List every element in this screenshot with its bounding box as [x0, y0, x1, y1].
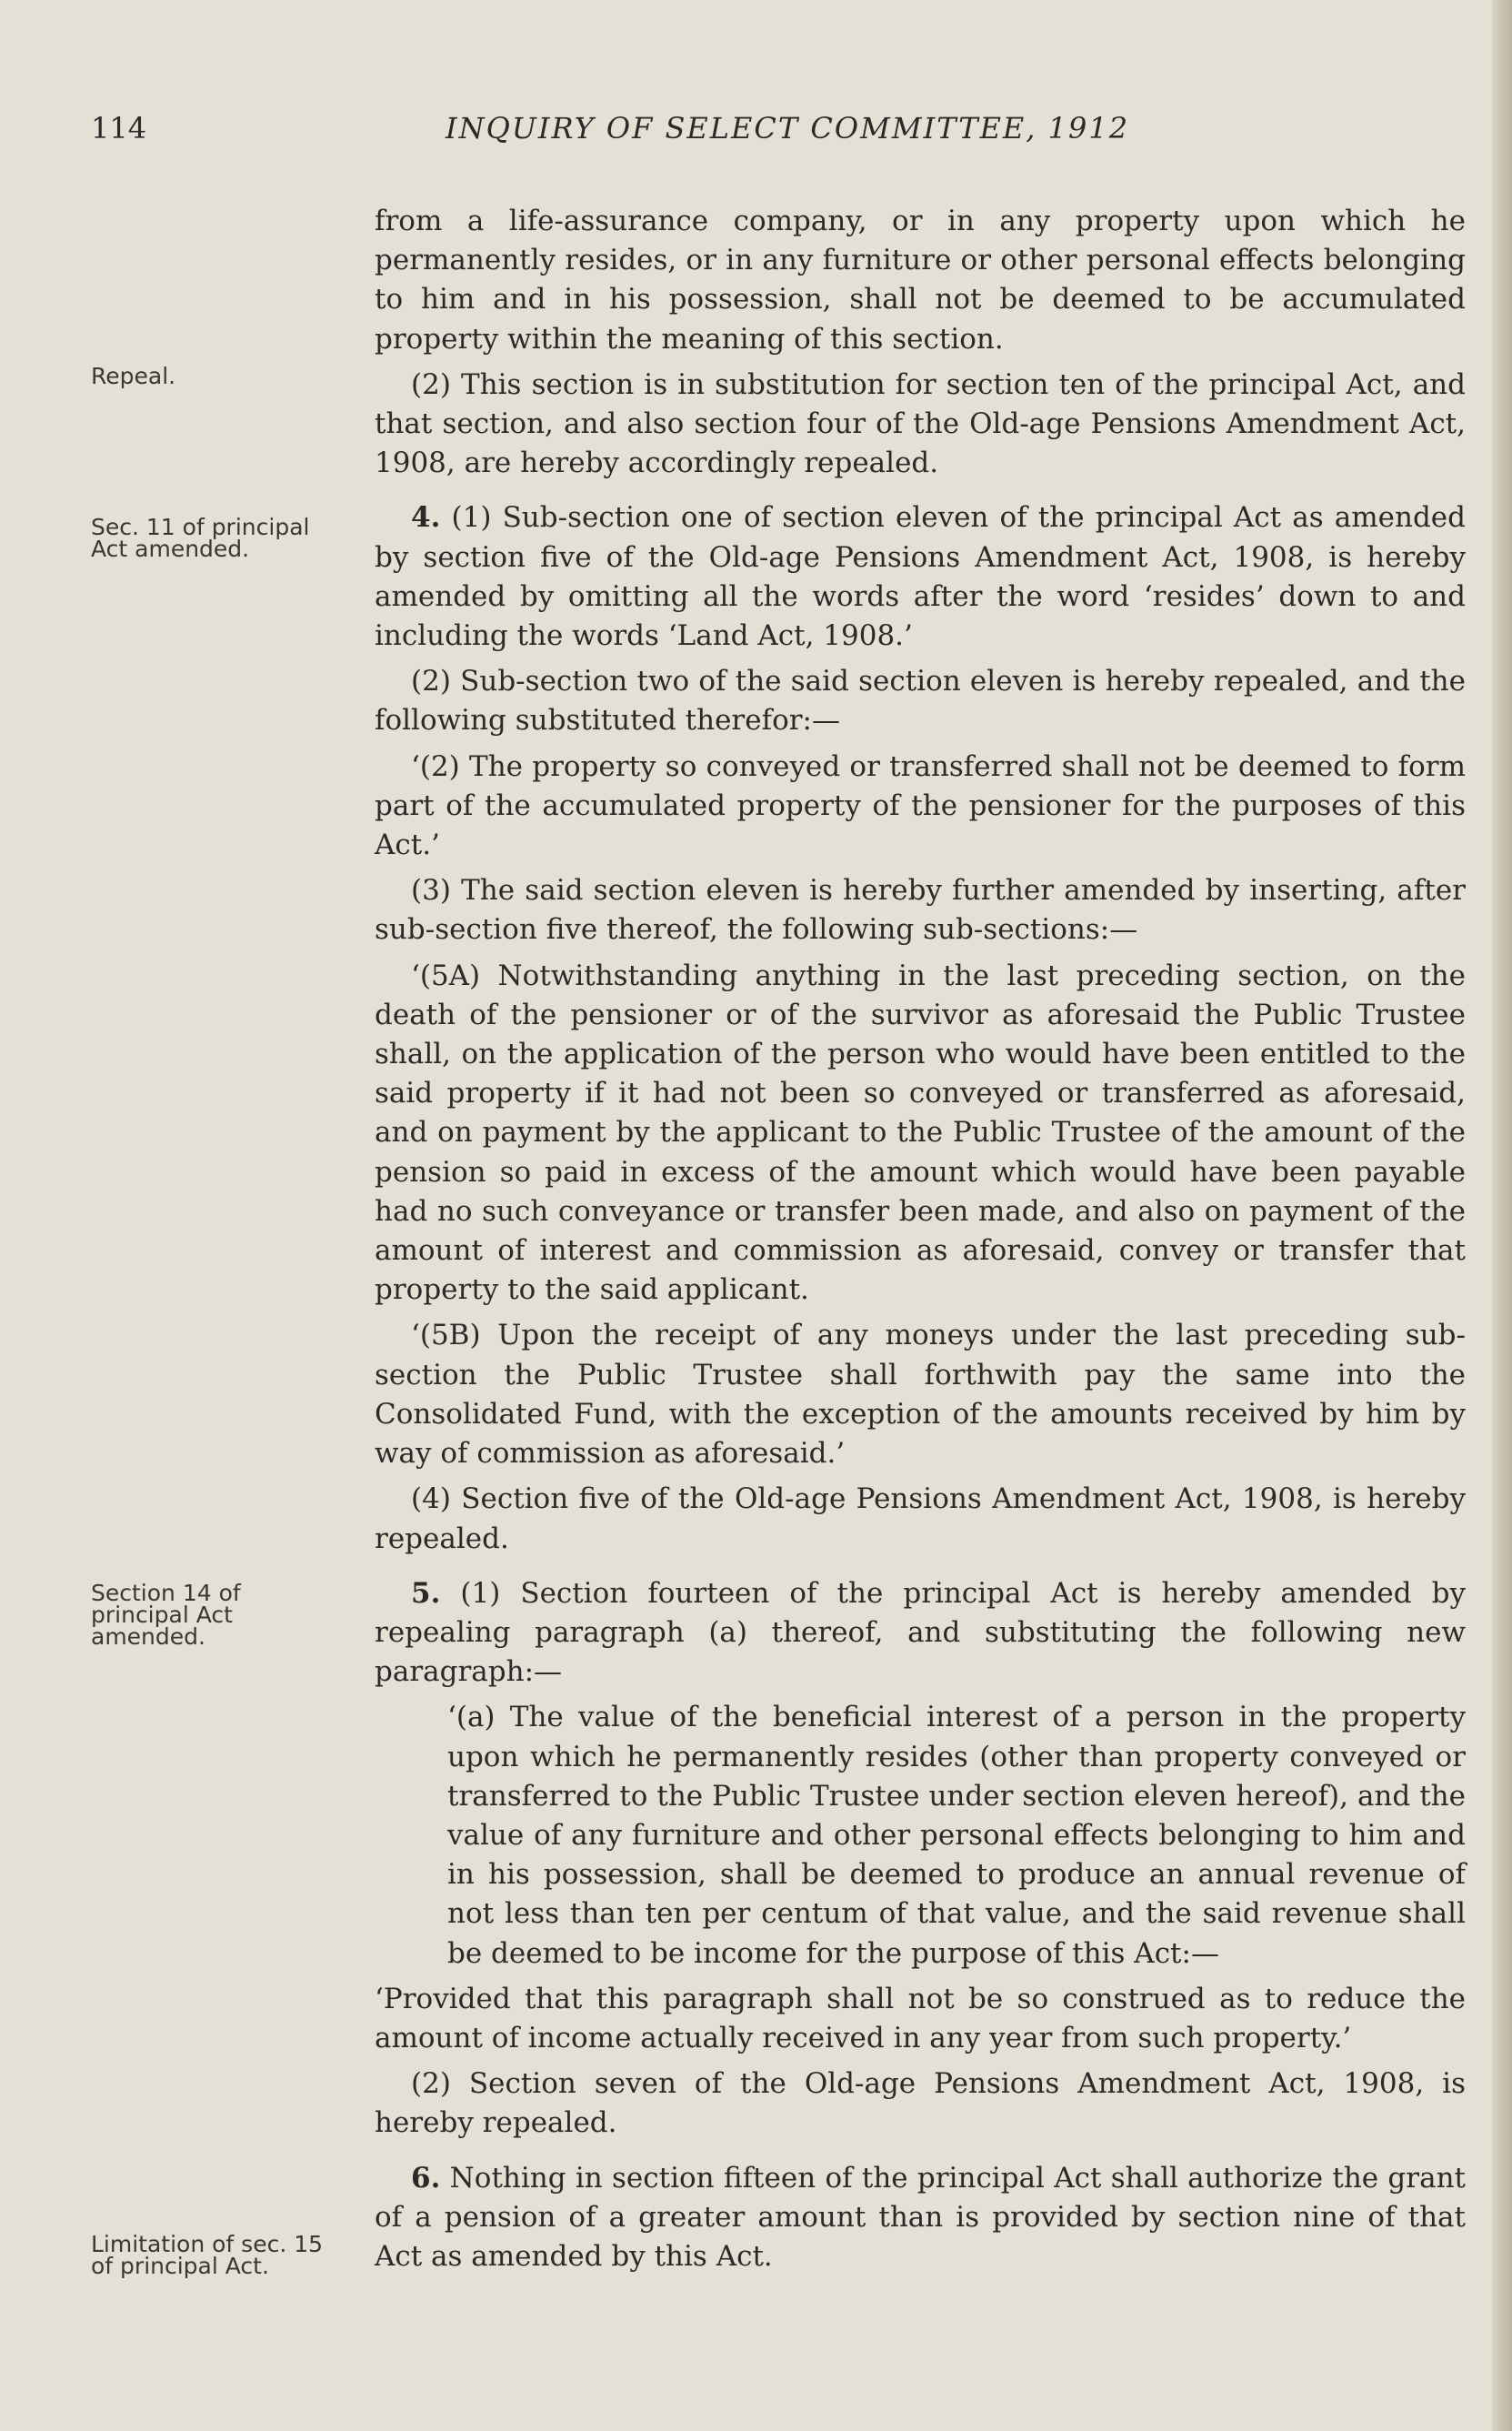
section-4-subsection-5b: ‘(5B) Upon the receipt of any moneys under the last preceding sub-section the Public Trustee shall forthwith pay the same into the Consolidated Fund, with the exception of the amounts received by him by way of commission as aforesaid.’ — [375, 1319, 1466, 1471]
section-5-paragraph-a: ‘(a) The value of the beneficial interest of a person in the property upon which he permanently resides (other than property conveyed or transferred to the Public Trustee under section eleven hereof), and the value of any furniture and other personal effects belonging to him and in his possession, shall be deemed to produce an annual revenue of not less than ten per centum of that value, and the said revenue shall be deemed to be income for the purpose of this Act:— — [447, 1701, 1466, 1970]
section-4-subsection-4: (4) Section five of the Old-age Pensions Amendment Act, 1908, is hereby repealed. — [375, 1482, 1466, 1555]
section-4-subsection-2-quote: ‘(2) The property so conveyed or transferred shall not be deemed to form part of the accumulated property of the pensioner for the purposes of this Act.’ — [375, 749, 1466, 862]
section-6 — [375, 2159, 1466, 2277]
section-4-subsection-1-text: (1) Sub-section one of section eleven of the principal Act as amended by section five of the Old-age Pensions Amendment Act, 1908, is hereby amended by omitting all the words after the word ‘resides’ down to and including the words ‘Land Act, 1908.’ — [375, 501, 1466, 653]
page-number: 114 — [91, 111, 147, 146]
section-4-subsection-2: (2) Sub-section two of the said section eleven is hereby repealed, and the following substituted therefor:— — [375, 665, 1466, 738]
section-5-subsection-1 — [375, 1574, 1466, 1693]
running-head: INQUIRY OF SELECT COMMITTEE, 1912 — [446, 111, 1130, 146]
section-5-proviso: ‘Provided that this paragraph shall not be so construed as to reduce the amount of income actually received in any year from such property.’ — [375, 1982, 1466, 2054]
margin-note-repeal: Repeal. — [91, 363, 176, 389]
body-text — [375, 202, 1466, 2283]
section-4-subsection-1 — [375, 498, 1466, 656]
section-6-text: Nothing in section fifteen of the principal Act shall authorize the grant of a pension of a greater amount than is provided by section nine of that Act as amended by this Act. — [375, 2161, 1466, 2273]
paragraph-continued: from a life-assurance company, or in any property upon which he permanently resides, or in any furniture or other personal effects belonging to him and in his possession, shall not be deemed to be accumulated property within the meaning of this section. — [375, 205, 1466, 356]
paragraph-repeal: (2) This section is in substitution for section ten of the principal Act, and that section, and also section four of the Old-age Pensions Amendment Act, 1908, are hereby accordingly repealed. — [375, 367, 1466, 480]
margin-note-sec15: Limitation of sec. 15 of principal Act. — [91, 2231, 324, 2279]
section-4-subsection-5a: ‘(5A) Notwithstanding anything in the last preceding section, on the death of the pensioner or of the survivor as aforesaid the Public Trustee shall, on the application of the person who would have been entitled to the said property if it had not been so conveyed or transferred as aforesaid, and on payment by the applicant to the Public Trustee of the amount of the pension so paid in excess of the amount which would have been payable had no such conveyance or transfer been made, and also on payment of the amount of interest and commission as aforesaid, convey or transfer that property to the said applicant. — [375, 959, 1466, 1307]
section-5-number: 5. — [411, 1576, 441, 1610]
page-header — [91, 111, 1473, 156]
section-4-number: 4. — [411, 501, 441, 535]
section-5-subsection-1-text: (1) Section fourteen of the principal Act is hereby amended by repealing paragraph (a) thereof, and substituting the following new paragraph:— — [375, 1576, 1466, 1689]
margin-note-sec11: Sec. 11 of principal Act amended. — [91, 514, 310, 562]
section-5-subsection-2: (2) Section seven of the Old-age Pensions Amendment Act, 1908, is hereby repealed. — [375, 2067, 1466, 2140]
section-4-subsection-3: (3) The said section eleven is hereby further amended by inserting, after sub-section five thereof, the following sub-sections:— — [375, 874, 1466, 947]
section-6-number: 6. — [411, 2161, 441, 2195]
page-edge-shadow — [1492, 0, 1512, 2431]
margin-note-sec14: Section 14 of principal Act amended. — [91, 1580, 241, 1650]
